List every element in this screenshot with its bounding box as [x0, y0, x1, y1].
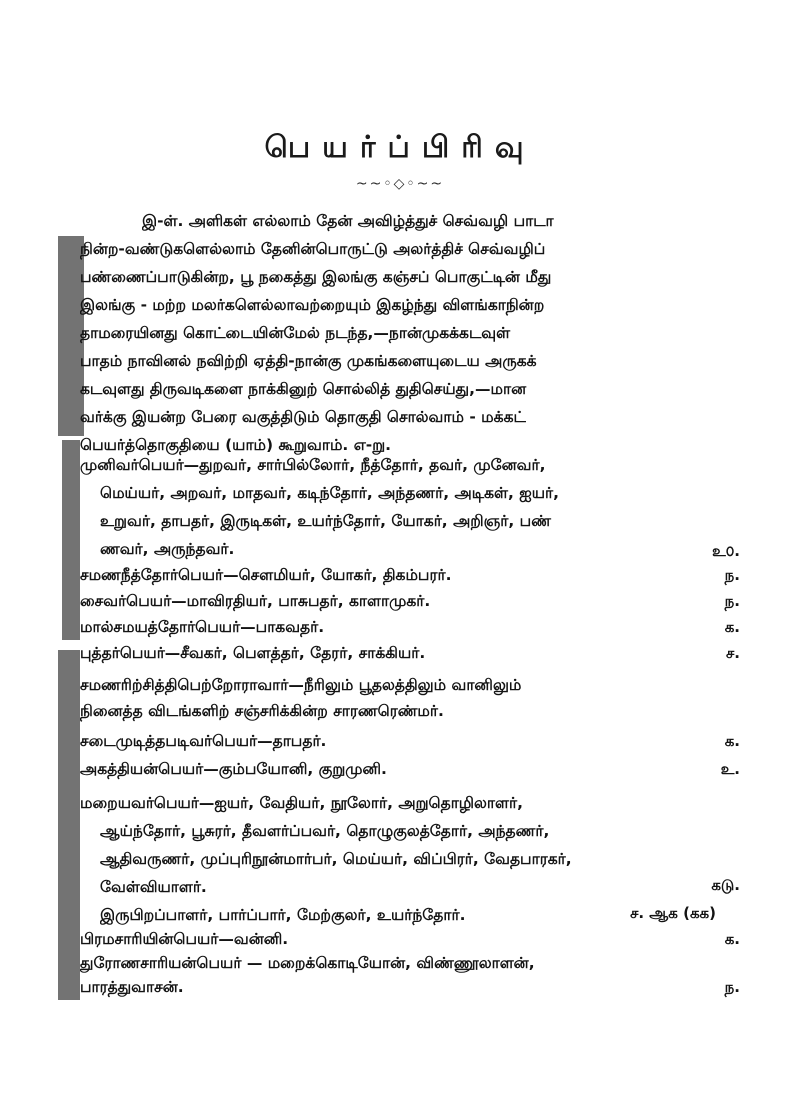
entry-maraiyavar: மறையவர்பெயர்—ஐயர், வேதியர், நூலோர், அறுதொழிலாளர், — [80, 794, 523, 812]
intro-line: பெயர்த்தொகுதியை (யாம்) கூறுவாம். எ-று. — [80, 436, 392, 454]
entry-maraiyavar: ஆதிவருணர், முப்புரிநூன்மார்பர், மெய்யர், விப்பிரர், வேதபாரகர், — [100, 850, 572, 868]
entry-maraiyavar: வேள்வியாளர். — [100, 878, 207, 896]
verse-number: க. — [724, 618, 740, 636]
intro-line: கடவுளது திருவடிகளை நாக்கினுற் சொல்லித் துதிசெய்து,—மான — [80, 380, 527, 398]
entry-line: சைவர்பெயர்—மாவிரதியர், பாசுபதர், காளாமுகர். — [80, 592, 431, 610]
verse-number: உ. — [720, 760, 740, 778]
entry-line: அகத்தியன்பெயர்—கும்பயோனி, குறுமுனி. — [80, 760, 387, 778]
verse-number: ச. ஆக (கக) — [630, 904, 716, 922]
binding-shadow — [62, 440, 80, 640]
intro-line: இலங்கு - மற்ற மலர்களெல்லாவற்றையும் இகழ்ந்து விளங்காநின்ற — [80, 296, 545, 314]
intro-line: நின்ற-வண்டுகளெல்லாம் தேனின்பொருட்டு அலர்த்திச் செவ்வழிப் — [80, 240, 546, 258]
intro-line: பாதம் நாவினல் நவிற்றி ஏத்தி-நான்கு முகங்களையுடைய அருகக் — [80, 352, 537, 370]
entry-line: சடைமுடித்தபடிவர்பெயர்—தாபதர். — [80, 732, 327, 750]
verse-number: ச. — [725, 644, 740, 662]
entry-samanar: நினைத்த விடங்களிற் சஞ்சரிக்கின்ற சாரணரெண்மர். — [80, 702, 444, 720]
entry-maraiyavar: ஆய்ந்தோர், பூசுரர், தீவளர்ப்பவர், தொழுகுலத்தோர், அந்தணர், — [100, 822, 550, 840]
entry-munivar: உறுவர், தாபதர், இருடிகள், உயர்ந்தோர், யோகர், அறிஞர், பண் — [100, 512, 551, 530]
verse-number: கடு. — [711, 876, 740, 894]
entry-samanar: சமணரிற்சித்திபெற்றோராவார்—நீரிலும் பூதலத்திலும் வானிலும் — [80, 676, 522, 694]
intro-line: வர்க்கு இயன்ற பேரை வகுத்திடும் தொகுதி சொல்வாம் - மக்கட் — [80, 408, 526, 426]
verse-number: ந. — [724, 592, 740, 610]
verse-number: க. — [724, 930, 740, 948]
verse-number: க. — [724, 732, 740, 750]
entry-line: சமணநீத்தோர்பெயர்—சௌமியர், யோகர், திகம்பரர். — [80, 566, 452, 584]
ornament-divider: ~~◦◇◦~~ — [355, 176, 445, 192]
entry-birth: இருபிறப்பாளர், பார்ப்பார், மேற்குலர், உயர்ந்தோர். — [100, 906, 466, 924]
entry-munivar: முனிவர்பெயர்—துறவர், சார்பில்லோர், நீத்தோர், தவர், முனேவர், — [80, 456, 546, 474]
entry-munivar: மெய்யர், அறவர், மாதவர், கடிந்தோர், அந்தணர், அடிகள், ஐயர், — [100, 484, 559, 502]
verse-number: ந. — [724, 978, 740, 996]
entry-dhronar: துரோணசாரியன்பெயர் — மறைக்கொடியோன், விண்ணூலாளன், — [80, 954, 535, 972]
entry-line: மால்சமயத்தோர்பெயர்—பாகவதர். — [80, 618, 325, 636]
intro-line: தாமரையினது கொட்டையின்மேல் நடந்த,—நான்முகக்கடவுள் — [80, 324, 511, 342]
intro-line: இ-ள். அளிகள் எல்லாம் தேன் அவிழ்த்துச் செவ்வழி பாடா — [142, 212, 554, 230]
entry-munivar: ணவர், அருந்தவர். — [100, 540, 235, 558]
entry-dhronar: பாரத்துவாசன். — [80, 978, 184, 996]
entry-line: புத்தர்பெயர்—சீவகர், பௌத்தர், தேரர், சாக்கியர். — [80, 644, 426, 662]
intro-line: பண்ணைப்பாடுகின்ற, பூ நகைத்து இலங்கு கஞ்சப் பொகுட்டின் மீது — [80, 268, 552, 286]
verse-number: உ௦. — [712, 542, 740, 560]
page-title: பெயர்ப்பிரிவு — [264, 130, 536, 165]
entry-line: பிரமசாரியின்பெயர்—வன்னி. — [80, 930, 289, 948]
binding-shadow — [58, 650, 80, 1000]
verse-number: ந. — [724, 566, 740, 584]
